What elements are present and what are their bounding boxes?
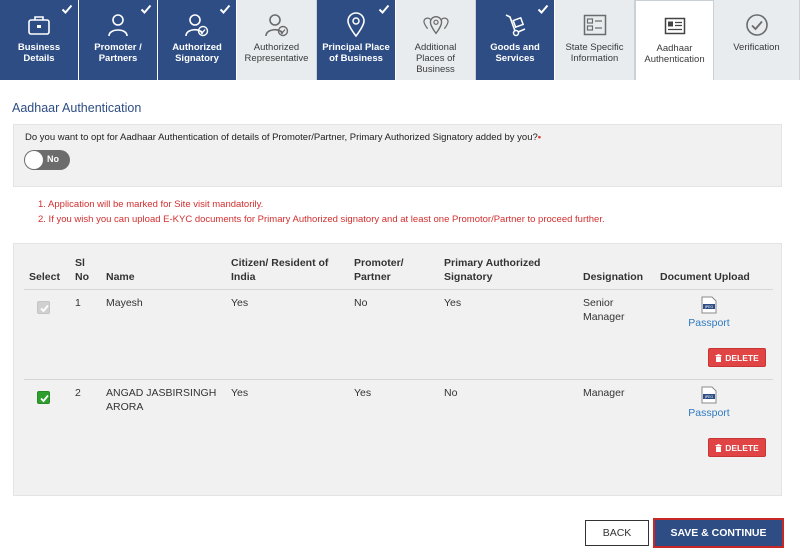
cell-promoter: No [354,297,368,309]
cell-sl-no: 2 [75,387,81,399]
check-icon [140,3,152,15]
aadhaar-question [25,132,541,143]
save-continue-button[interactable]: SAVE & CONTINUE [653,518,784,548]
step-authorized-signatory[interactable] [158,0,237,80]
document-cell [681,386,737,419]
cell-primary-signatory: Yes [444,297,462,309]
svg-text:JPEG: JPEG [704,305,714,310]
document-cell [681,296,737,329]
cell-name-line1: Mayesh [106,297,143,309]
jpeg-file-icon [701,296,717,314]
step-label: Verification [733,42,780,53]
step-label: Aadhaar Authentication [644,43,705,65]
header-sl-no [75,256,89,284]
check-icon [219,3,231,15]
step-label: Additional Places of Business [414,42,457,75]
cell-name [106,386,216,414]
header-primary-line2: Signatory [444,271,493,283]
cell-citizen: Yes [231,297,249,309]
step-promoter-partners[interactable] [79,0,158,80]
svg-text:JPEG: JPEG [704,395,714,400]
cell-name-line1: ANGAD JASBIRSINGH [106,387,217,399]
cell-designation-line2: Manager [583,311,625,323]
step-goods-services[interactable] [476,0,555,80]
toggle-knob [25,151,43,169]
cell-designation [583,386,624,400]
notes [38,197,605,227]
check-icon [378,3,390,15]
multi-location-icon [423,12,449,38]
step-label: Principal Place of Business [322,42,390,64]
step-label: Business Details [17,42,61,64]
user-check-icon [264,12,290,38]
toggle-label: No [47,154,59,164]
header-citizen [231,256,328,284]
aadhaar-question-panel [13,124,782,187]
header-promoter [354,256,404,284]
registration-steps [0,0,800,80]
header-name: Name [106,271,135,283]
header-sl-line1: Sl [75,257,85,269]
step-label: Authorized Signatory [172,42,222,64]
trash-icon [715,354,722,362]
header-document-upload: Document Upload [660,271,750,283]
step-principal-place[interactable] [317,0,396,80]
header-sl-line2: No [75,271,89,283]
header-citizen-line2: India [231,271,256,283]
hand-truck-icon [502,12,528,38]
user-icon [105,12,131,38]
signatory-table [13,243,782,496]
cell-name-line2: ARORA [106,401,144,413]
header-primary-signatory [444,256,540,284]
row-divider [24,289,773,290]
section-title: Aadhaar Authentication [12,101,142,115]
cell-name [106,296,143,310]
delete-label: DELETE [725,442,759,453]
jpeg-file-icon [701,386,717,404]
id-card-icon [662,13,688,39]
check-icon [537,3,549,15]
passport-link[interactable]: Passport [688,317,730,329]
step-state-specific[interactable] [555,0,635,80]
row-select-checkbox[interactable] [37,301,50,314]
required-mark: • [537,132,542,143]
question-text: Do you want to opt for Aadhaar Authentication of details of Promoter/Partner, Primary Authorized Signatory added by you? [25,132,538,143]
delete-button[interactable] [708,438,766,457]
step-label: Authorized Representative [244,42,309,64]
step-label: Goods and Services [490,42,540,64]
step-label: Promoter / Partners [94,42,142,64]
note-item: 1. Application will be marked for Site visit mandatorily. [38,199,264,210]
aadhaar-toggle[interactable] [24,150,70,170]
header-primary-line1: Primary Authorized [444,257,541,269]
header-citizen-line1: Citizen/ Resident of [231,257,329,269]
delete-button[interactable] [708,348,766,367]
user-check-icon [184,12,210,38]
step-business-details[interactable] [0,0,79,80]
header-select: Select [29,271,60,283]
step-authorized-representative[interactable] [237,0,317,80]
step-additional-places[interactable] [396,0,476,80]
cell-promoter: Yes [354,387,372,399]
form-icon [582,12,608,38]
row-divider [24,379,773,380]
trash-icon [715,444,722,452]
cell-primary-signatory: No [444,387,458,399]
step-label: State Specific Information [565,42,624,64]
location-pin-icon [343,12,369,38]
check-icon [61,3,73,15]
cell-citizen: Yes [231,387,249,399]
cell-designation-line1: Manager [583,387,625,399]
header-promoter-line2: Partner [354,271,391,283]
passport-link[interactable]: Passport [688,407,730,419]
cell-sl-no: 1 [75,297,81,309]
step-verification[interactable] [714,0,800,80]
header-designation: Designation [583,271,644,283]
delete-label: DELETE [725,352,759,363]
check-circle-icon [744,12,770,38]
briefcase-icon [26,12,52,38]
row-select-checkbox[interactable] [37,391,50,404]
back-button[interactable]: BACK [585,520,649,546]
cell-designation [583,296,624,324]
note-item: 2. If you wish you can upload E-KYC documents for Primary Authorized signatory and at least one Promotor/Partner to proceed further. [38,214,605,225]
step-aadhaar-authentication[interactable] [635,0,714,80]
header-promoter-line1: Promoter/ [354,257,404,269]
cell-designation-line1: Senior [583,297,614,309]
